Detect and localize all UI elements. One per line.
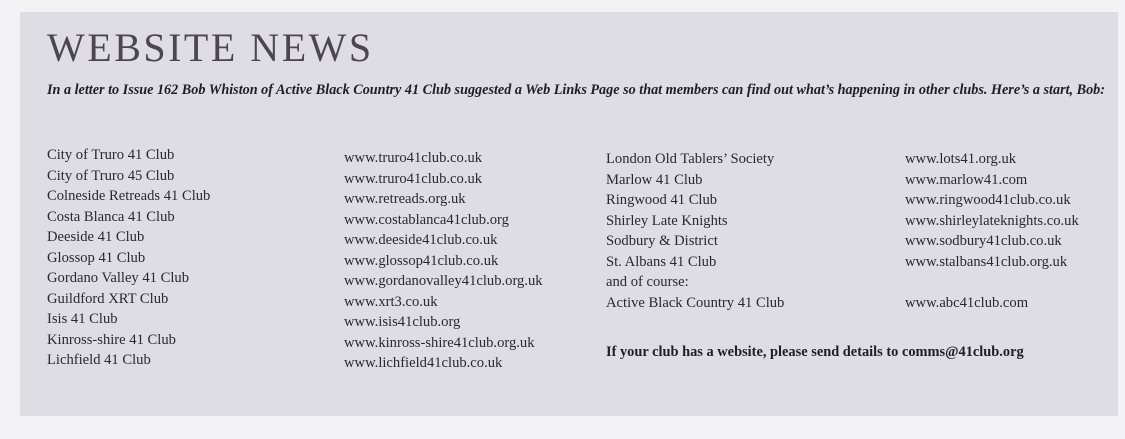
- club-url: www.abc41club.com: [905, 294, 1029, 311]
- club-name: Ringwood 41 Club: [606, 192, 718, 208]
- club-name: City of Truro 45 Club: [47, 167, 175, 184]
- club-name: St. Albans 41 Club: [606, 253, 717, 270]
- club-url: www.marlow41.com: [905, 171, 1028, 188]
- club-url: www.sodbury41club.co.uk: [905, 233, 1062, 249]
- club-url: www.lichfield41club.co.uk: [344, 355, 503, 371]
- left-club-urls: [344, 148, 543, 374]
- club-url: www.shirleylateknights.co.uk: [905, 212, 1079, 229]
- club-name: Isis 41 Club: [47, 311, 118, 327]
- club-name: Lichfield 41 Club: [47, 352, 151, 368]
- club-url: www.truro41club.co.uk: [344, 170, 483, 187]
- club-name: Active Black Country 41 Club: [606, 294, 785, 311]
- club-name: Deeside 41 Club: [47, 229, 145, 245]
- club-name: Guildford XRT Club: [47, 290, 169, 307]
- section-title: WEBSITE NEWS: [47, 25, 374, 70]
- contact-note: If your club has a website, please send details to comms@41club.org: [606, 344, 1024, 360]
- club-name: and of course:: [606, 274, 689, 290]
- club-url: www.truro41club.co.uk: [344, 150, 483, 166]
- club-url: www.kinross-shire41club.org.uk: [344, 334, 535, 351]
- club-url: www.costablanca41club.org: [344, 211, 509, 228]
- club-url: www.xrt3.co.uk: [344, 293, 438, 310]
- club-name: Colneside Retreads 41 Club: [47, 188, 211, 204]
- intro-paragraph: In a letter to Issue 162 Bob Whiston of Active Black Country 41 Club suggested a Web Links Page so that members can find out what’s happening in other clubs. Here’s a start, Bob:: [47, 82, 1105, 98]
- right-club-urls: [905, 149, 1079, 313]
- left-club-names: [47, 145, 210, 371]
- club-url: www.ringwood41club.co.uk: [905, 192, 1071, 208]
- club-name: Kinross-shire 41 Club: [47, 331, 176, 348]
- club-url: www.lots41.org.uk: [905, 151, 1017, 167]
- club-url: www.isis41club.org: [344, 314, 461, 330]
- club-url: www.stalbans41club.org.uk: [905, 253, 1068, 270]
- club-name: City of Truro 41 Club: [47, 147, 175, 163]
- right-club-names: [606, 149, 784, 313]
- club-name: Gordano Valley 41 Club: [47, 270, 190, 286]
- club-name: London Old Tablers’ Society: [606, 151, 775, 167]
- club-name: Marlow 41 Club: [606, 171, 703, 188]
- club-name: Costa Blanca 41 Club: [47, 208, 175, 225]
- club-url: www.deeside41club.co.uk: [344, 232, 498, 248]
- club-name: Shirley Late Knights: [606, 212, 728, 229]
- club-url: www.gordanovalley41club.org.uk: [344, 273, 543, 289]
- club-url: www.glossop41club.co.uk: [344, 252, 499, 269]
- club-url: [905, 272, 1079, 293]
- club-url: www.retreads.org.uk: [344, 191, 466, 207]
- club-name: Sodbury & District: [606, 233, 718, 249]
- club-name: Glossop 41 Club: [47, 249, 146, 266]
